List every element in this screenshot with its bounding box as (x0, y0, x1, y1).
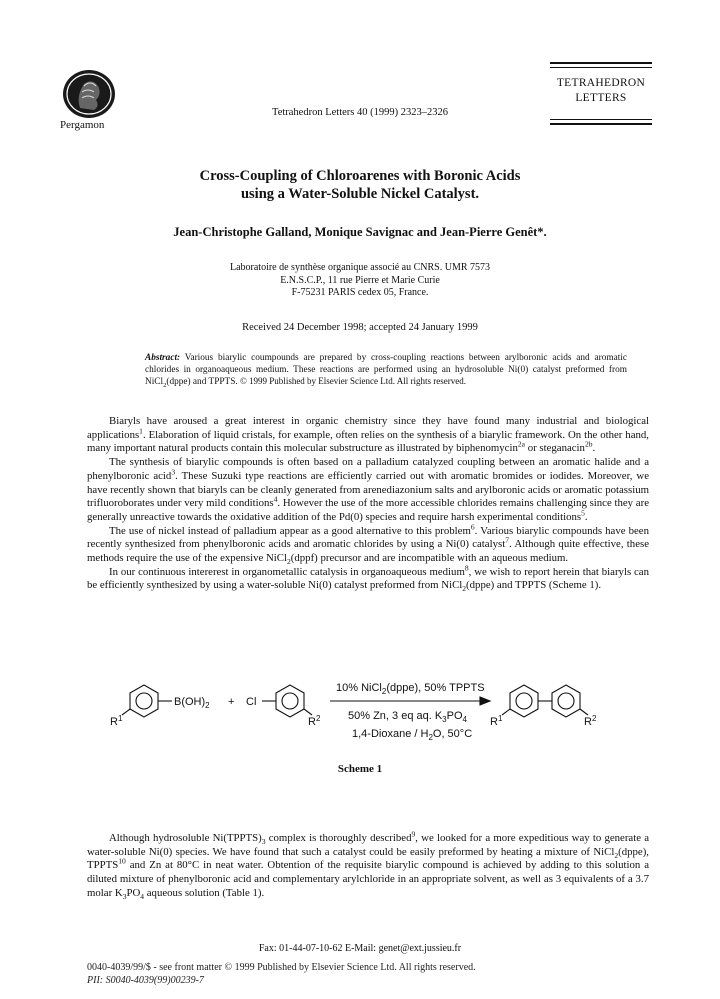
reference-marker: 2b (584, 439, 593, 449)
phenyl-ring-1 (130, 685, 158, 717)
paragraph-2: The synthesis of biarylic compounds is often based on a palladium catalyzed coupling between an aromatic halide and a phenylboronic acid$^3$. These Suzuki type reactions are efficiently carried out with aromatic bromides or iodides. Moreover, we have recently shown that biaryls can be cleanly generated from arenediazonium salts and arylboronic acids or aromatic potassium trifluoroborates under very mild conditions$^4$. However the use of the more accessible chlorides remains challenging since they are generally unreactive towards the oxidative addition of the Pd(0) species and require harsh experimental conditions$^5$. (87, 456, 649, 523)
affiliation-line2: E.N.S.C.P., 11 rue Pierre et Marie Curie (280, 274, 440, 286)
text: aqueous solution (Table 1). (144, 886, 265, 899)
reference-marker: 9 (411, 829, 416, 839)
subscript: 2 (614, 850, 619, 860)
condition-line3: 1,4-Dioxane / $H_2O$, 50°C (352, 728, 473, 742)
condition-line2: 50% Zn, 3 eq aq. $K_3PO_4$ (348, 710, 467, 724)
plus-sign: + (228, 696, 235, 708)
journal-rule-bottom (550, 123, 652, 125)
paragraph-1: Biaryls have aroused a great interest in organic chemistry since they have found many industrial and biological applications$^1$. Elaboration of liquid cristals, for example, often relies on the synthesis of a biarylic framework. On the other hand, many important natural products contain this molecular substructure as illustrated by biphenomycin$^{2a}$ or steganacin$^{2b}$. (87, 415, 649, 455)
body-section-2 (87, 829, 650, 901)
text: and Zn at 80°C in neat water. Obtention of the requisite biarylic compound is achieved by adding to this solution a diluted mixture of phenylboronic acid and complementary arylchloride in an appropriate solvent, as well as 3 equivalents of a 3.7 molar K (87, 859, 649, 899)
footer-legal (87, 962, 476, 987)
title-line2: using a Water-Soluble Nickel Catalyst. (240, 186, 480, 202)
reference-marker: 7 (505, 535, 509, 545)
r2-label: $R^2$ (308, 714, 321, 728)
reference-marker: 3 (171, 467, 176, 477)
journal-rule-top (550, 62, 652, 64)
journal-name-line1: TETRAHEDRON (556, 77, 646, 89)
abstract-copyright: © 1999 Published by Elsevier Science Ltd. All rights reserved. (237, 376, 467, 386)
pii-line: PII: S0040-4039(99)00239-7 (87, 974, 204, 986)
text: (dppe) and TPPTS (Scheme 1). (466, 579, 602, 592)
title-line1: Cross-Coupling of Chloroarenes with Boronic Acids (199, 168, 521, 184)
subscript: 2 (163, 381, 167, 389)
boronic-acid-label: $B(OH)_2$ (174, 696, 210, 710)
abstract-text: Various biarylic coumpounds are prepared by cross-coupling reactions between arylboronic acids and aromatic chlorides in organoaqueous medium. These reactions are performed using an hydrosoluble Ni(0) catalyst preformed from NiCl (145, 353, 627, 387)
reference-marker: 2a (517, 439, 525, 449)
author-affiliation (0, 262, 720, 300)
reference-marker: 10 (118, 856, 126, 866)
affiliation-line1: Laboratoire de synthèse organique associé au CNRS. UMR 7573 (229, 262, 491, 273)
condition-line1: 10% NiCl$_2$(dppe), 50% TPPTS (336, 682, 485, 696)
reaction-scheme (100, 663, 640, 753)
issn-line: 0040-4039/99/$ - see front matter © 1999 Published by Elsevier Science Ltd. All rights reserved. (87, 962, 476, 973)
product-ring-2 (552, 685, 580, 717)
journal-citation: Tetrahedron Letters 40 (1999) 2323–2326 (272, 107, 448, 118)
text: . Although quite effective, these methods require the use of the expensive NiCl (87, 538, 649, 565)
journal-name-line2: LETTERS (575, 92, 627, 104)
subscript: 2 (287, 557, 291, 567)
article-title (0, 167, 720, 203)
text: , we wish to report herein that biaryls can be efficiently synthesized by using a water-soluble Ni(0) catalyst preformed from NiCl (87, 565, 649, 592)
affiliation-line3: F-75231 PARIS cedex 05, France. (291, 287, 429, 298)
text: The synthesis of biarylic compounds is often based on a palladium catalyzed coupling between an aromatic halide and a phenylboronic acid (87, 456, 649, 482)
journal-rule-bottom-thin (550, 119, 652, 120)
article-authors: Jean-Christophe Galland, Monique Savignac and Jean-Pierre Genêt*. (173, 225, 547, 239)
scheme-caption: Scheme 1 (337, 763, 383, 775)
body-section-1 (87, 415, 649, 593)
subscript: 3 (122, 891, 127, 901)
text: (dppf) precursor and are incompatible with an aqueous medium. (290, 552, 569, 565)
abstract-label: Abstract: (145, 353, 181, 363)
text: . These Suzuki type reactions are efficiently carried out with aromatic bromides or iodides. Moreover, we have recently shown that biaryls can be cleanly generated from arenediazonium salts and arylboronic acids or aromatic potassium trifluoroborates under very mild conditions (87, 469, 649, 510)
received-dates: Received 24 December 1998; accepted 24 January 1999 (242, 322, 478, 333)
reference-marker: 1 (139, 426, 143, 436)
text: . However the use of the more accessible chlorides remains challenging since they are generally unreactive towards the oxidative addition of the Pd(0) species and require harsh experimental conditions (87, 497, 649, 523)
paragraph-5 (87, 829, 650, 901)
paragraph-4 (87, 563, 649, 594)
text: , we looked for a more expeditious way to generate a water-soluble Ni(0) species. We have found that such a catalyst could be easily preformed by heating a mixture of NiCl (87, 832, 650, 858)
abstract (145, 353, 627, 389)
r1-label: $R^1$ (110, 714, 123, 728)
paragraph-3 (87, 522, 649, 567)
subscript: 3 (261, 837, 266, 847)
reference-marker: 5 (581, 508, 585, 518)
reference-marker: 8 (464, 563, 469, 573)
text: In our continuous intererest in organometallic catalysis in organoaqueous medium (109, 565, 465, 578)
subscript: 2 (462, 584, 467, 594)
text: Biaryls have aroused a great interest in organic chemistry since they have found many industrial and biological applications (87, 415, 649, 441)
product-r1-label: $R^1$ (490, 714, 503, 728)
text: The use of nickel instead of palladium appear as a good alternative to this problem (109, 524, 471, 537)
contact-info: Fax: 01-44-07-10-62 E-Mail: genet@ext.jussieu.fr (258, 943, 462, 954)
subscript: 4 (140, 891, 145, 901)
text: Although hydrosoluble Ni(TPPTS) (109, 832, 262, 844)
text: (dppe), TPPTS (87, 845, 649, 872)
text: . Elaboration of liquid cristals, for example, often relies on the synthesis of a biarylic framework. On the other hand, many important natural products contain this molecular substructure as illustrated by biphenomycin (87, 428, 649, 455)
text: complex is thoroughly described (265, 832, 412, 844)
chloro-label: Cl (246, 696, 257, 708)
phenyl-ring-2 (276, 685, 304, 717)
reference-marker: 4 (273, 494, 278, 504)
journal-name (550, 76, 652, 106)
text: or steganacin (525, 442, 585, 455)
product-ring-1 (510, 685, 538, 717)
text: . Various biarylic compounds have been recently synthesized from phenylboronic acids and aromatic chlorides by using a Ni(0) catalyst (87, 524, 649, 551)
journal-rule-top-thin (550, 67, 652, 68)
text: PO (126, 886, 141, 899)
product-r2-label: $R^2$ (584, 714, 597, 728)
reference-marker: 6 (470, 522, 475, 532)
publisher-name: Pergamon (60, 119, 105, 131)
abstract-text-end: (dppe) and TPPTS. (166, 377, 238, 387)
